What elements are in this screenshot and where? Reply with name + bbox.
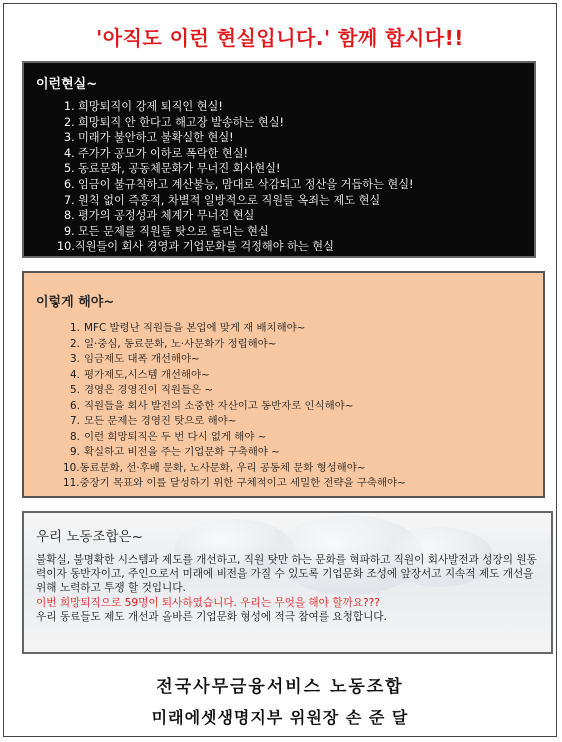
item-number: 6. xyxy=(64,177,75,191)
item-text: 모든 문제는 경영진 탓으로 해야~ xyxy=(84,415,237,427)
list-item xyxy=(57,239,414,255)
item-number: 10. xyxy=(57,240,75,254)
list-item xyxy=(70,352,406,368)
action-list xyxy=(63,321,406,492)
union-box-title: 우리 노동조합은~ xyxy=(36,529,143,545)
item-text: 주가가 공모가 이하로 폭락한 현실! xyxy=(78,146,249,160)
list-item xyxy=(64,115,414,131)
item-number: 4. xyxy=(64,146,75,160)
item-text: 동료문화, 선·후배 문화, 노사문화, 우리 공동체 문화 형성해야~ xyxy=(79,461,366,474)
list-item xyxy=(70,430,406,446)
item-number: 5. xyxy=(64,162,75,176)
flyer-page xyxy=(3,3,557,737)
list-item xyxy=(64,99,414,115)
item-text: 임금제도 대폭 개선해야~ xyxy=(84,353,200,365)
item-text: 모든 문제를 직원들 탓으로 돌리는 현실 xyxy=(78,224,269,238)
item-number: 9. xyxy=(64,224,75,238)
item-number: 7. xyxy=(70,415,80,427)
list-item xyxy=(63,476,406,492)
list-item xyxy=(70,399,406,415)
list-item xyxy=(64,161,414,177)
item-number: 9. xyxy=(70,446,80,458)
union-last-line: 우리 동료들도 제도 개선과 올바른 기업문화 형성에 적극 참여를 요청합니다. xyxy=(36,610,387,623)
item-text: 희망퇴직이 강제 퇴직인 현실! xyxy=(78,100,223,113)
list-item xyxy=(63,461,406,477)
item-number: 2. xyxy=(70,337,80,350)
action-box xyxy=(22,271,545,498)
item-text: 직원들이 회사 경영과 기업문화를 걱정해야 하는 현실 xyxy=(74,240,334,254)
item-number: 2. xyxy=(64,115,75,129)
item-text: MFC 발령난 직원들을 본업에 맞게 재 배치해야~ xyxy=(84,322,306,334)
action-box-title: 이렇게 해야~ xyxy=(36,295,115,310)
item-text: 미래가 불안하고 불확실한 현실! xyxy=(78,131,234,145)
item-text: 희망퇴직 안 한다고 해고장 발송하는 현실! xyxy=(78,115,284,129)
item-number: 3. xyxy=(64,131,75,145)
list-item xyxy=(64,208,414,224)
item-text: 중장기 목표와 이를 달성하기 위한 구체적이고 세밀한 전략을 구축해야~ xyxy=(79,477,406,489)
item-text: 평가제도,시스템 개선해야~ xyxy=(84,368,210,381)
headline: '아직도 이런 현실입니다.' 함께 합시다!! xyxy=(96,26,464,50)
item-number: 1. xyxy=(70,322,80,334)
list-item xyxy=(64,177,414,193)
union-paragraph: 불확실, 불명확한 시스템과 제도를 개선하고, 직원 탓만 하는 문화를 혁파하고 직원이 회사발전과 성장의 원동력이자 동반자이고, 주인으로서 미래에 비전을 가질 수 있도록 기업문화 조성에 앞장서고 지속적 제도 개선을 위해 노력하고 투쟁 할 것입니다. xyxy=(36,554,537,595)
item-number: 8. xyxy=(70,430,80,443)
item-number: 7. xyxy=(64,193,75,207)
item-number: 5. xyxy=(70,384,80,396)
item-text: 이런 희망퇴직은 두 번 다시 없게 해야 ~ xyxy=(84,430,267,443)
item-number: 3. xyxy=(70,353,80,365)
item-text: 경영은 경영진이 직원들은 ~ xyxy=(84,384,214,396)
list-item xyxy=(70,414,406,430)
item-text: 동료문화, 공동체문화가 무너진 회사현실! xyxy=(78,162,281,176)
footer-signature: 미래에셋생명지부 위원장 손 준 달 xyxy=(151,708,409,727)
reality-list xyxy=(57,99,414,255)
item-text: 직원들을 회사 발전의 소중한 자산이고 동반자로 인식해야~ xyxy=(84,399,354,412)
list-item xyxy=(70,383,406,399)
list-item xyxy=(70,321,406,337)
reality-box xyxy=(22,61,536,258)
list-item xyxy=(70,337,406,353)
union-red-line: 이번 희망퇴직으로 59명이 퇴사하였습니다. 우리는 무엇을 해야 할까요??? xyxy=(36,596,380,609)
item-text: 임금이 불규칙하고 계산불능, 맘대로 삭감되고 정산을 거듭하는 현실! xyxy=(78,177,414,191)
union-statement xyxy=(36,553,542,624)
footer-organization: 전국사무금융서비스 노동조합 xyxy=(156,677,404,697)
list-item xyxy=(70,368,406,384)
reality-box-title: 이런현실~ xyxy=(36,77,98,92)
union-box xyxy=(22,511,553,654)
item-text: 일·중심, 동료문화, 노·사문화가 정립해야~ xyxy=(84,337,277,350)
item-text: 원칙 없이 즉흥적, 차별적 일방적으로 직원들 옥죄는 제도 현실 xyxy=(78,193,381,207)
list-item xyxy=(70,445,406,461)
item-number: 11. xyxy=(63,477,80,489)
item-number: 4. xyxy=(70,368,80,381)
item-text: 확실하고 비전을 주는 기업문화 구축해야 ~ xyxy=(84,446,280,458)
list-item xyxy=(64,146,414,162)
item-text: 평가의 공정성과 체계가 무너진 현실 xyxy=(78,209,255,223)
item-number: 1. xyxy=(64,100,75,113)
item-number: 10. xyxy=(63,461,80,474)
list-item xyxy=(64,130,414,146)
item-number: 8. xyxy=(64,209,75,223)
item-number: 6. xyxy=(70,399,80,412)
list-item xyxy=(64,193,414,209)
list-item xyxy=(64,224,414,240)
